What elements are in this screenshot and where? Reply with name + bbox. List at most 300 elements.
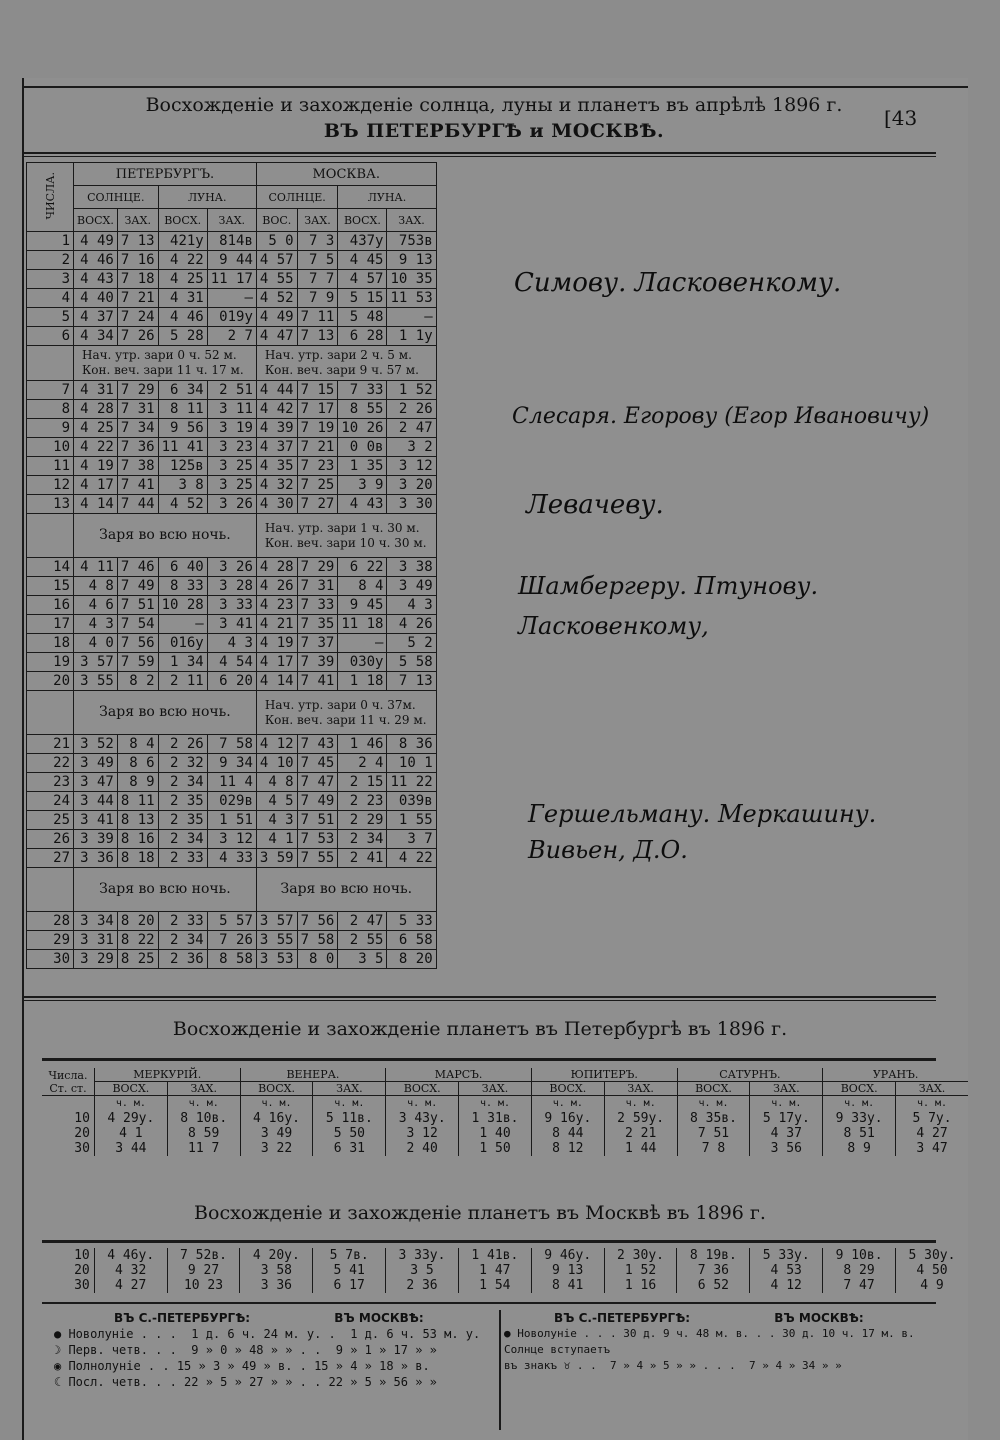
planet-time-cell [604, 1096, 677, 1157]
time-cell: 4 3 [387, 596, 436, 615]
time-cell: 7 7 [297, 270, 338, 289]
time-cell: 11 53 [387, 289, 436, 308]
planet-time: 5 33у. [762, 1248, 810, 1263]
time-cell: 8 58 [207, 950, 256, 969]
planet-time: 7 52в. [180, 1248, 227, 1263]
time-cell: 3 23 [207, 438, 256, 457]
planet-time: 8 35в. [690, 1111, 737, 1126]
time-cell: 4 46 [74, 251, 118, 270]
time-cell: 7 31 [297, 577, 338, 596]
planet-day: 20 [74, 1263, 90, 1278]
planet-time: 9 27 [187, 1263, 220, 1278]
time-cell: 5 57 [207, 912, 256, 931]
planet-time-cell [386, 1096, 459, 1157]
time-cell: 7 31 [117, 400, 158, 419]
note-day-cell [27, 868, 74, 912]
planet-time: 2 59у. [617, 1111, 665, 1126]
time-cell: 6 58 [387, 931, 436, 950]
planet-time: 4 9 [920, 1278, 944, 1293]
time-cell: 3 19 [207, 419, 256, 438]
table-row [27, 596, 437, 615]
time-cell: 7 21 [297, 438, 338, 457]
col-day-header: ЧИСЛА. [27, 163, 74, 232]
planet-time: 9 16у. [544, 1111, 592, 1126]
day-cell: 5 [27, 308, 74, 327]
time-cell: 7 19 [297, 419, 338, 438]
planet-time-cell [313, 1096, 386, 1157]
day-cell: 17 [27, 615, 74, 634]
day-cell: 28 [27, 912, 74, 931]
time-cell: 3 2 [387, 438, 436, 457]
time-cell: 3 57 [74, 653, 118, 672]
time-cell: 7 45 [297, 754, 338, 773]
planet-time-cell [677, 1096, 750, 1157]
twilight-note-row [27, 514, 437, 558]
time-cell: 8 22 [117, 931, 158, 950]
time-cell: 7 17 [297, 400, 338, 419]
time-cell: 7 34 [117, 419, 158, 438]
time-cell: 2 34 [158, 931, 207, 950]
planet-time: 8 19в. [689, 1248, 737, 1263]
planet-time: 1 31в. [471, 1111, 519, 1126]
spb-header: ПЕТЕРБУРГЪ. [74, 163, 257, 186]
planet-time: 8 12 [552, 1141, 584, 1156]
planet-time: 4 46у. [107, 1248, 155, 1263]
time-cell: 4 28 [256, 558, 297, 577]
time-cell: 1 46 [338, 735, 387, 754]
planet-time: 5 17у. [762, 1111, 810, 1126]
planet-rise-header: ВОСХ. [386, 1082, 459, 1096]
time-cell: 2 29 [338, 811, 387, 830]
time-cell: 11 41 [158, 438, 207, 457]
handwriting-6: Гершельману. Меркашину. [528, 800, 877, 828]
top-rule [24, 86, 968, 88]
time-cell: 5 48 [338, 308, 387, 327]
planet-time-cell [823, 1248, 896, 1293]
time-cell: 3 28 [207, 577, 256, 596]
planet-day: 20 [74, 1126, 90, 1141]
planet-time-cell [240, 1248, 313, 1293]
note-day-cell [27, 691, 74, 735]
planet-time: 2 40 [406, 1141, 438, 1156]
time-cell: 4 22 [387, 849, 436, 868]
planet-time: 5 30у. [908, 1248, 956, 1263]
time-cell: 2 26 [387, 400, 436, 419]
time-cell: 9 44 [207, 251, 256, 270]
time-cell: 11 22 [387, 773, 436, 792]
planet-rise-header: ВОСХ. [677, 1082, 750, 1096]
time-cell: 2 11 [158, 672, 207, 691]
time-cell: 4 0 [74, 634, 118, 653]
planet-time: 1 40 [479, 1126, 511, 1141]
time-cell: 2 51 [207, 381, 256, 400]
planet-time: 7 36 [697, 1263, 730, 1278]
table-row [27, 735, 437, 754]
time-cell: 4 43 [74, 270, 118, 289]
planet-time: 8 41 [552, 1278, 584, 1293]
time-cell: 8 11 [158, 400, 207, 419]
unit-label: ч. м. [771, 1098, 802, 1109]
time-cell: 9 13 [387, 251, 436, 270]
planet-time-cell [896, 1096, 968, 1157]
table-row [27, 615, 437, 634]
planet-time: 3 44 [115, 1141, 147, 1156]
time-cell: 4 22 [74, 438, 118, 457]
planet-time: 6 31 [333, 1141, 365, 1156]
table-row [27, 577, 437, 596]
planet-time: 4 1 [119, 1126, 143, 1141]
table-row [27, 232, 437, 251]
time-cell: 2 26 [158, 735, 207, 754]
time-cell: 030у [338, 653, 387, 672]
planet-time: 4 20у. [252, 1248, 300, 1263]
unit-label: ч. м. [698, 1098, 729, 1109]
planet-time-cell [94, 1096, 167, 1157]
time-cell: 3 31 [74, 931, 118, 950]
unit-label: ч. м. [188, 1098, 219, 1109]
day-cell: 16 [27, 596, 74, 615]
time-cell: 3 12 [207, 830, 256, 849]
table-row [27, 438, 437, 457]
time-cell: 7 26 [117, 327, 158, 346]
phase-line: ☾ Посл. четв. . . 22 » 5 » 27 » » . . 22 » 5 » 56 » » [54, 1375, 437, 1389]
planet-time: 9 10в. [835, 1248, 883, 1263]
day-cell: 8 [27, 400, 74, 419]
time-cell: 8 20 [117, 912, 158, 931]
planet-time: 10 23 [183, 1278, 224, 1293]
planet-time-cell [823, 1096, 896, 1157]
planet-day: 30 [74, 1141, 90, 1156]
time-cell: 4 8 [74, 577, 118, 596]
twilight-note-spb [74, 514, 257, 558]
unit-label: ч. м. [115, 1098, 146, 1109]
time-cell: 1 52 [387, 381, 436, 400]
planet-day: 10 [74, 1111, 90, 1126]
table-row [27, 754, 437, 773]
time-cell: 753в [387, 232, 436, 251]
time-cell: 3 57 [256, 912, 297, 931]
time-cell: 7 5 [297, 251, 338, 270]
phases-right-head-msk: ВЪ МОСКВѢ: [774, 1311, 864, 1325]
twilight-note-msk [256, 346, 436, 381]
day-cell: 7 [27, 381, 74, 400]
time-cell: 2 47 [338, 912, 387, 931]
time-cell: 2 34 [158, 773, 207, 792]
time-cell: 7 11 [297, 308, 338, 327]
time-cell: 2 33 [158, 849, 207, 868]
day-cell: 6 [27, 327, 74, 346]
time-cell: 3 26 [207, 495, 256, 514]
planet-header: УРАНЪ. [823, 1068, 968, 1082]
time-cell: 7 33 [297, 596, 338, 615]
time-cell: 125в [158, 457, 207, 476]
twilight-note-msk-line: Нач. утр. зари 1 ч. 30 м. [264, 520, 420, 535]
planet-rise-header: ВОСХ. [823, 1082, 896, 1096]
planet-rise-header: ВОСХ. [94, 1082, 167, 1096]
time-cell: 1 51 [207, 811, 256, 830]
day-cell: 15 [27, 577, 74, 596]
planet-time-cell [531, 1248, 604, 1293]
handwriting-3: Левачеву. [526, 490, 664, 520]
note-day-cell [27, 346, 74, 381]
table-row [27, 400, 437, 419]
day-cell: 12 [27, 476, 74, 495]
time-cell: 4 28 [74, 400, 118, 419]
twilight-note-msk [256, 514, 436, 558]
planet-time: 3 43у. [398, 1111, 446, 1126]
time-cell: 2 47 [387, 419, 436, 438]
table-row [27, 419, 437, 438]
planet-time: 1 16 [624, 1278, 657, 1293]
phases-left-head-msk: ВЪ МОСКВѢ: [334, 1311, 424, 1325]
planet-time: 2 30у. [617, 1248, 664, 1263]
time-cell: 4 22 [158, 251, 207, 270]
time-cell: 4 25 [158, 270, 207, 289]
time-cell: 5 58 [387, 653, 436, 672]
phase-line: Солнце вступаетъ [504, 1343, 610, 1356]
time-cell: 4 10 [256, 754, 297, 773]
time-cell: 4 30 [256, 495, 297, 514]
table-row [27, 830, 437, 849]
time-cell: 7 25 [297, 476, 338, 495]
planets-spb-table [42, 1068, 968, 1156]
day-cell: 20 [27, 672, 74, 691]
time-cell: 4 49 [256, 308, 297, 327]
time-cell: 3 39 [74, 830, 118, 849]
time-cell: 8 0 [297, 950, 338, 969]
planet-time: 2 36 [406, 1278, 438, 1293]
twilight-note-spb-line: Кон. веч. зари 11 ч. 17 м. [82, 363, 244, 377]
planet-time: 9 13 [552, 1263, 584, 1278]
day-cell: 22 [27, 754, 74, 773]
time-cell: 4 42 [256, 400, 297, 419]
time-cell: 3 59 [256, 849, 297, 868]
time-cell: — [387, 308, 436, 327]
time-cell: 3 12 [387, 457, 436, 476]
planet-time-cell [167, 1248, 240, 1293]
day-cell: 3 [27, 270, 74, 289]
planet-time: 4 53 [770, 1263, 802, 1278]
time-cell: 2 35 [158, 792, 207, 811]
day-cell: 11 [27, 457, 74, 476]
time-cell: 7 46 [117, 558, 158, 577]
time-cell: 7 13 [387, 672, 436, 691]
time-cell: 7 36 [117, 438, 158, 457]
planet-time: 8 29 [843, 1263, 875, 1278]
planet-time: 5 50 [333, 1126, 365, 1141]
phases-rule [42, 1302, 936, 1304]
time-cell: 4 26 [387, 615, 436, 634]
planet-time: 3 22 [260, 1141, 293, 1156]
time-cell: 8 4 [338, 577, 387, 596]
unit-label: ч. м. [407, 1098, 438, 1109]
time-cell: 8 33 [158, 577, 207, 596]
time-cell: 8 6 [117, 754, 158, 773]
planet-time: 8 10в. [180, 1111, 228, 1126]
time-cell: 7 16 [117, 251, 158, 270]
time-cell: 7 53 [297, 830, 338, 849]
time-cell: 7 43 [297, 735, 338, 754]
time-cell: 7 41 [297, 672, 338, 691]
time-cell: 4 31 [158, 289, 207, 308]
time-cell: 3 7 [387, 830, 436, 849]
time-cell: 5 2 [387, 634, 436, 653]
page-subtitle: ВЪ ПЕТЕРБУРГѢ и МОСКВѢ. [323, 120, 665, 142]
time-cell: 4 14 [74, 495, 118, 514]
time-cell: 7 55 [297, 849, 338, 868]
table-row [27, 457, 437, 476]
time-cell: 7 3 [297, 232, 338, 251]
time-cell: 6 28 [338, 327, 387, 346]
time-cell: 7 58 [207, 735, 256, 754]
section-rule-thin [24, 1000, 936, 1001]
twilight-note-row [27, 346, 437, 381]
time-cell: 7 33 [338, 381, 387, 400]
msk-moon-set: ЗАХ. [387, 209, 436, 232]
time-cell: 6 22 [338, 558, 387, 577]
planet-time-cell [604, 1248, 677, 1293]
time-cell: 9 45 [338, 596, 387, 615]
time-cell: 7 15 [297, 381, 338, 400]
table-row [27, 849, 437, 868]
time-cell: 8 4 [117, 735, 158, 754]
planets-col-day: Числа. Ст. ст. [42, 1068, 94, 1096]
planet-time: 6 17 [333, 1278, 365, 1293]
time-cell: 4 46 [158, 308, 207, 327]
day-cell: 29 [27, 931, 74, 950]
planet-rise-header: ВОСХ. [531, 1082, 604, 1096]
time-cell: 4 32 [256, 476, 297, 495]
time-cell: 3 5 [338, 950, 387, 969]
time-cell: 4 21 [256, 615, 297, 634]
table-row [27, 558, 437, 577]
time-cell: 4 49 [74, 232, 118, 251]
moon-phases-left [54, 1310, 494, 1390]
planet-header: ЮПИТЕРЪ. [531, 1068, 677, 1082]
time-cell: 7 27 [297, 495, 338, 514]
time-cell: 2 34 [158, 830, 207, 849]
planet-time: 3 58 [260, 1263, 293, 1278]
twilight-note-spb-line: Заря во всю ночь. [99, 704, 231, 720]
day-cell: 19 [27, 653, 74, 672]
spb-moon-set: ЗАХ. [207, 209, 256, 232]
time-cell: 7 38 [117, 457, 158, 476]
table-row [27, 634, 437, 653]
twilight-note-spb [74, 346, 257, 381]
time-cell: 3 47 [74, 773, 118, 792]
planet-time-cell [458, 1248, 531, 1293]
time-cell: 8 9 [117, 773, 158, 792]
title-rule [24, 152, 936, 154]
time-cell: 6 40 [158, 558, 207, 577]
time-cell: 4 17 [256, 653, 297, 672]
time-cell: 7 23 [297, 457, 338, 476]
planet-time-cell [750, 1248, 823, 1293]
time-cell: 4 52 [256, 289, 297, 308]
twilight-note-spb [74, 691, 257, 735]
time-cell: 2 41 [338, 849, 387, 868]
planet-time: 8 9 [847, 1141, 871, 1156]
time-cell: 3 29 [74, 950, 118, 969]
time-cell: 7 51 [297, 811, 338, 830]
time-cell: 10 1 [387, 754, 436, 773]
time-cell: 10 28 [158, 596, 207, 615]
spb-moon-header: ЛУНА. [158, 186, 256, 209]
time-cell: 7 56 [297, 912, 338, 931]
time-cell: 7 49 [297, 792, 338, 811]
planet-time: 4 27 [115, 1278, 147, 1293]
planet-time: 8 44 [552, 1126, 584, 1141]
twilight-note-spb-line: Заря во всю ночь. [99, 881, 231, 897]
time-cell: 3 38 [387, 558, 436, 577]
time-cell: 3 49 [74, 754, 118, 773]
twilight-note-msk [256, 868, 436, 912]
time-cell: 4 45 [338, 251, 387, 270]
almanac-page [22, 78, 968, 1440]
planet-time: 4 12 [770, 1278, 802, 1293]
planet-day-cell [42, 1096, 94, 1157]
planets-msk-table [42, 1248, 968, 1293]
time-cell: 3 25 [207, 476, 256, 495]
planet-header: МЕРКУРІЙ. [94, 1068, 240, 1082]
planet-time: 4 32 [115, 1263, 147, 1278]
planet-time-cell [313, 1248, 386, 1293]
planets-spb-rule [42, 1058, 936, 1061]
note-day-cell [27, 514, 74, 558]
twilight-note-spb-line: Нач. утр. зари 0 ч. 52 м. [82, 348, 237, 362]
planet-time: 5 41 [333, 1263, 365, 1278]
time-cell: 4 54 [207, 653, 256, 672]
planet-time: 1 41в. [471, 1248, 519, 1263]
time-cell: 4 3 [256, 811, 297, 830]
time-cell: 3 53 [256, 950, 297, 969]
time-cell: 3 30 [387, 495, 436, 514]
msk-moon-rise: ВОСХ. [338, 209, 387, 232]
planet-set-header: ЗАХ. [604, 1082, 677, 1096]
planet-time: 3 12 [406, 1126, 438, 1141]
twilight-note-msk-line: Заря во всю ночь. [280, 881, 413, 897]
table-row [27, 495, 437, 514]
planet-time: 7 8 [701, 1141, 726, 1156]
time-cell: 4 47 [256, 327, 297, 346]
planet-time: 4 16у. [253, 1111, 300, 1126]
time-cell: 8 13 [117, 811, 158, 830]
day-cell: 4 [27, 289, 74, 308]
planet-time: 1 44 [625, 1141, 657, 1156]
time-cell: 4 19 [256, 634, 297, 653]
day-cell: 9 [27, 419, 74, 438]
time-cell: 3 41 [207, 615, 256, 634]
time-cell: 029в [207, 792, 256, 811]
time-cell: 4 3 [207, 634, 256, 653]
time-cell: 7 18 [117, 270, 158, 289]
time-cell: 1 55 [387, 811, 436, 830]
time-cell: 9 56 [158, 419, 207, 438]
time-cell: 3 11 [207, 400, 256, 419]
time-cell: 7 47 [297, 773, 338, 792]
handwriting-5: Ласковенкому, [518, 612, 709, 640]
planets-msk-rule [42, 1240, 936, 1243]
day-cell: 30 [27, 950, 74, 969]
planet-time: 4 29у. [107, 1111, 155, 1126]
table-row [27, 308, 437, 327]
planet-time-cell [94, 1248, 167, 1293]
time-cell: 1 34 [158, 653, 207, 672]
time-cell: 016у [158, 634, 207, 653]
time-cell: 4 14 [256, 672, 297, 691]
time-cell: 4 40 [74, 289, 118, 308]
planet-time: 8 51 [843, 1126, 875, 1141]
